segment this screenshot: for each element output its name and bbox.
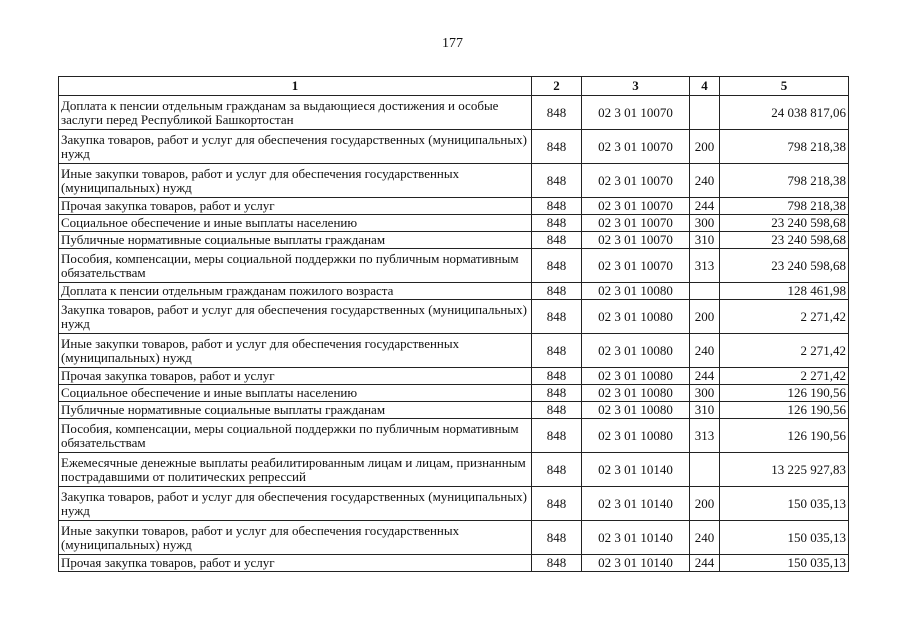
cell-sum: 128 461,98	[720, 283, 849, 300]
cell-name: Прочая закупка товаров, работ и услуг	[59, 555, 532, 572]
cell-classification: 02 3 01 10070	[582, 164, 690, 198]
cell-code: 848	[532, 385, 582, 402]
cell-classification: 02 3 01 10140	[582, 521, 690, 555]
cell-name: Закупка товаров, работ и услуг для обеспечения государственных (муниципальных) нужд	[59, 130, 532, 164]
budget-table	[58, 76, 849, 572]
cell-sum: 2 271,42	[720, 300, 849, 334]
header-col-4: 4	[690, 77, 720, 96]
cell-sum: 150 035,13	[720, 487, 849, 521]
table-row	[59, 215, 849, 232]
cell-name: Пособия, компенсации, меры социальной поддержки по публичным нормативным обязательствам	[59, 249, 532, 283]
cell-classification: 02 3 01 10070	[582, 130, 690, 164]
table-row	[59, 385, 849, 402]
cell-sum: 23 240 598,68	[720, 215, 849, 232]
cell-code: 848	[532, 521, 582, 555]
cell-classification: 02 3 01 10070	[582, 198, 690, 215]
cell-classification: 02 3 01 10140	[582, 487, 690, 521]
cell-code: 848	[532, 368, 582, 385]
cell-expense-type: 240	[690, 164, 720, 198]
cell-code: 848	[532, 555, 582, 572]
page-number: 177	[442, 36, 463, 51]
table-row	[59, 198, 849, 215]
table-row	[59, 130, 849, 164]
cell-name: Прочая закупка товаров, работ и услуг	[59, 198, 532, 215]
cell-expense-type: 244	[690, 198, 720, 215]
table-row	[59, 521, 849, 555]
cell-expense-type	[690, 453, 720, 487]
cell-expense-type: 240	[690, 334, 720, 368]
cell-code: 848	[532, 334, 582, 368]
cell-code: 848	[532, 249, 582, 283]
cell-name: Доплата к пенсии отдельным гражданам за выдающиеся достижения и особые заслуги перед Республикой Башкортостан	[59, 96, 532, 130]
header-col-1: 1	[59, 77, 532, 96]
cell-classification: 02 3 01 10140	[582, 555, 690, 572]
cell-code: 848	[532, 402, 582, 419]
cell-classification: 02 3 01 10080	[582, 419, 690, 453]
cell-code: 848	[532, 453, 582, 487]
cell-expense-type	[690, 96, 720, 130]
cell-name: Публичные нормативные социальные выплаты гражданам	[59, 232, 532, 249]
table-row	[59, 402, 849, 419]
table-row	[59, 283, 849, 300]
cell-sum: 2 271,42	[720, 368, 849, 385]
cell-code: 848	[532, 215, 582, 232]
cell-sum: 126 190,56	[720, 419, 849, 453]
cell-classification: 02 3 01 10070	[582, 215, 690, 232]
cell-sum: 798 218,38	[720, 164, 849, 198]
cell-expense-type: 313	[690, 249, 720, 283]
cell-classification: 02 3 01 10070	[582, 232, 690, 249]
cell-expense-type: 300	[690, 215, 720, 232]
cell-expense-type: 200	[690, 487, 720, 521]
cell-name: Социальное обеспечение и иные выплаты населению	[59, 385, 532, 402]
cell-sum: 2 271,42	[720, 334, 849, 368]
table-row	[59, 249, 849, 283]
cell-expense-type: 300	[690, 385, 720, 402]
cell-expense-type: 200	[690, 130, 720, 164]
cell-expense-type: 310	[690, 232, 720, 249]
cell-code: 848	[532, 300, 582, 334]
cell-sum: 23 240 598,68	[720, 232, 849, 249]
cell-sum: 23 240 598,68	[720, 249, 849, 283]
cell-name: Закупка товаров, работ и услуг для обеспечения государственных (муниципальных) нужд	[59, 300, 532, 334]
table-row	[59, 164, 849, 198]
cell-classification: 02 3 01 10140	[582, 453, 690, 487]
table-row	[59, 368, 849, 385]
header-col-2: 2	[532, 77, 582, 96]
cell-code: 848	[532, 164, 582, 198]
cell-name: Социальное обеспечение и иные выплаты населению	[59, 215, 532, 232]
table-row	[59, 334, 849, 368]
cell-name: Доплата к пенсии отдельным гражданам пожилого возраста	[59, 283, 532, 300]
cell-name: Пособия, компенсации, меры социальной поддержки по публичным нормативным обязательствам	[59, 419, 532, 453]
table-row	[59, 232, 849, 249]
cell-classification: 02 3 01 10080	[582, 334, 690, 368]
table-row	[59, 96, 849, 130]
cell-classification: 02 3 01 10080	[582, 368, 690, 385]
cell-name: Иные закупки товаров, работ и услуг для обеспечения государственных (муниципальных) нужд	[59, 334, 532, 368]
cell-classification: 02 3 01 10080	[582, 300, 690, 334]
cell-code: 848	[532, 198, 582, 215]
table-row	[59, 453, 849, 487]
cell-expense-type: 240	[690, 521, 720, 555]
table-row	[59, 300, 849, 334]
cell-expense-type: 244	[690, 555, 720, 572]
table-row	[59, 555, 849, 572]
cell-code: 848	[532, 130, 582, 164]
cell-expense-type: 313	[690, 419, 720, 453]
cell-expense-type	[690, 283, 720, 300]
cell-code: 848	[532, 487, 582, 521]
table-header	[59, 77, 849, 96]
header-col-3: 3	[582, 77, 690, 96]
cell-name: Иные закупки товаров, работ и услуг для обеспечения государственных (муниципальных) нужд	[59, 521, 532, 555]
table-row	[59, 487, 849, 521]
cell-sum: 150 035,13	[720, 521, 849, 555]
cell-sum: 126 190,56	[720, 385, 849, 402]
cell-sum: 13 225 927,83	[720, 453, 849, 487]
table-row	[59, 419, 849, 453]
cell-name: Прочая закупка товаров, работ и услуг	[59, 368, 532, 385]
cell-name: Закупка товаров, работ и услуг для обеспечения государственных (муниципальных) нужд	[59, 487, 532, 521]
cell-expense-type: 310	[690, 402, 720, 419]
cell-name: Иные закупки товаров, работ и услуг для обеспечения государственных (муниципальных) нужд	[59, 164, 532, 198]
cell-code: 848	[532, 419, 582, 453]
table-body	[59, 96, 849, 572]
cell-classification: 02 3 01 10080	[582, 283, 690, 300]
cell-expense-type: 200	[690, 300, 720, 334]
cell-sum: 798 218,38	[720, 130, 849, 164]
cell-sum: 24 038 817,06	[720, 96, 849, 130]
cell-classification: 02 3 01 10070	[582, 249, 690, 283]
cell-name: Ежемесячные денежные выплаты реабилитированным лицам и лицам, признанным пострадавшими от политических репрессий	[59, 453, 532, 487]
cell-name: Публичные нормативные социальные выплаты гражданам	[59, 402, 532, 419]
cell-sum: 150 035,13	[720, 555, 849, 572]
cell-sum: 126 190,56	[720, 402, 849, 419]
cell-classification: 02 3 01 10070	[582, 96, 690, 130]
cell-code: 848	[532, 283, 582, 300]
cell-classification: 02 3 01 10080	[582, 385, 690, 402]
header-row	[59, 77, 849, 96]
cell-classification: 02 3 01 10080	[582, 402, 690, 419]
cell-code: 848	[532, 96, 582, 130]
cell-sum: 798 218,38	[720, 198, 849, 215]
cell-code: 848	[532, 232, 582, 249]
cell-expense-type: 244	[690, 368, 720, 385]
header-col-5: 5	[720, 77, 849, 96]
